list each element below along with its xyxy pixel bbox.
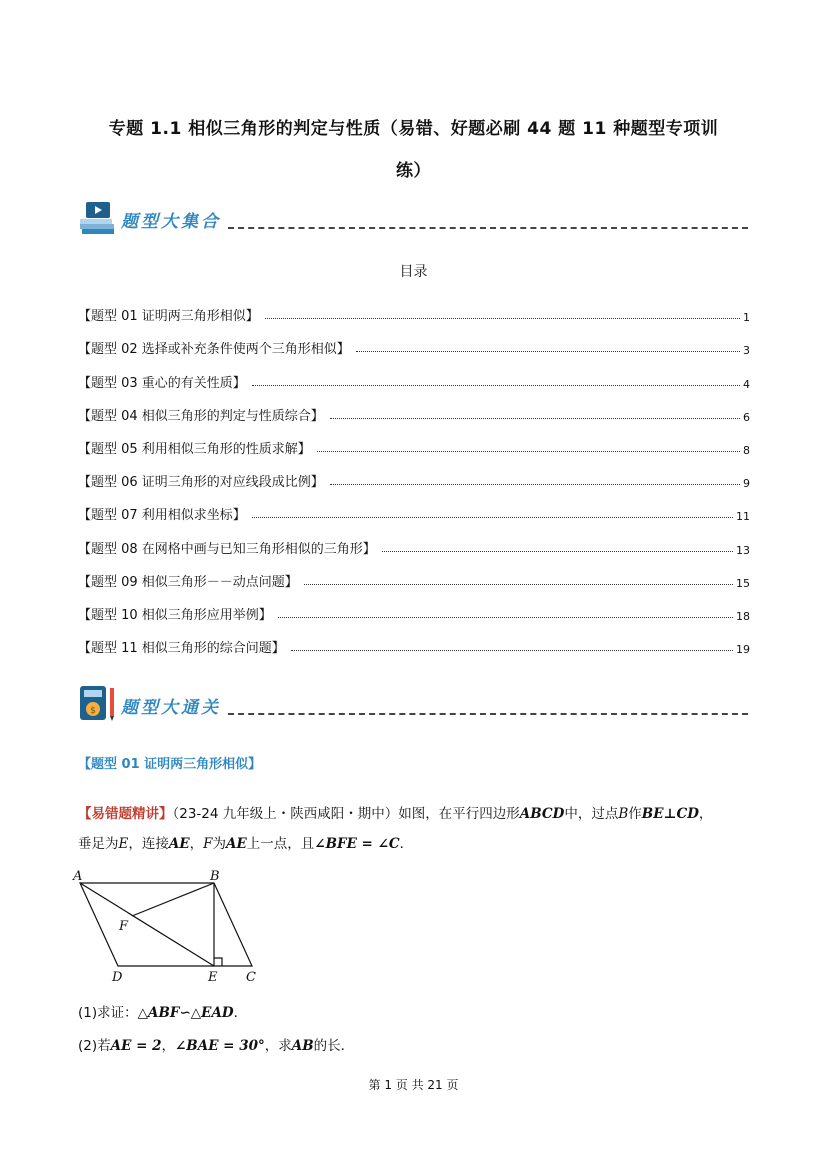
label-c: C — [246, 970, 256, 985]
toc-leader — [252, 517, 733, 518]
table-of-contents — [78, 291, 750, 656]
page-title-line1: 专题 1.1 相似三角形的判定与性质（易错、好题必刷 44 题 11 种题型专项训 — [108, 119, 719, 139]
math-angle-bae: ∠BAE = 30° — [175, 1038, 265, 1054]
toc-leader — [317, 451, 740, 452]
toc-item-label: 【题型 11 相似三角形的综合问题】 — [78, 641, 285, 657]
banner-title: 题型大集合 — [121, 212, 221, 232]
text: 的长． — [313, 1038, 355, 1054]
banner-divider — [228, 713, 748, 715]
toc-item-label: 【题型 01 证明两三角形相似】 — [78, 309, 259, 325]
toc-item[interactable] — [78, 291, 750, 324]
toc-item[interactable] — [78, 557, 750, 590]
parallelogram-figure — [72, 870, 272, 990]
math-ae: AE — [226, 836, 247, 852]
segment-ae — [80, 883, 214, 966]
toc-leader — [382, 551, 733, 552]
label-d: D — [112, 970, 123, 985]
toc-item[interactable] — [78, 623, 750, 656]
toc-item-page: 3 — [743, 344, 750, 358]
text: ． — [233, 1005, 248, 1021]
math-f: F — [203, 836, 213, 852]
toc-item[interactable] — [78, 490, 750, 523]
math-ae-value: AE = 2 — [110, 1038, 162, 1054]
calculator-icon — [78, 684, 122, 724]
text: ， — [161, 1038, 175, 1054]
toc-item[interactable] — [78, 324, 750, 357]
toc-item-page: 6 — [743, 410, 750, 424]
text: 上一点，且 — [246, 836, 315, 852]
math-similar: △ABF∽△EAD — [137, 1005, 234, 1021]
toc-item-label: 【题型 03 重心的有关性质】 — [78, 375, 246, 391]
text: (1)求证： — [78, 1005, 138, 1021]
toc-item[interactable] — [78, 391, 750, 424]
banner-divider — [228, 227, 748, 229]
toc-leader — [356, 351, 740, 352]
toc-item[interactable] — [78, 357, 750, 390]
toc-item-page: 8 — [743, 443, 750, 457]
toc-item-page: 4 — [743, 377, 750, 391]
toc-item-page: 13 — [736, 543, 750, 557]
toc-leader — [330, 484, 740, 485]
toc-item-label: 【题型 02 选择或补充条件使两个三角形相似】 — [78, 342, 350, 358]
text: ． — [399, 836, 414, 852]
label-e: E — [208, 970, 218, 985]
right-angle-mark — [214, 958, 222, 966]
math-angle-eq: ∠BFE = ∠C — [314, 836, 400, 852]
math-be-perp-cd: BE⊥CD — [641, 806, 699, 822]
problem-statement — [78, 799, 750, 859]
page-title-line2: 练） — [396, 161, 431, 181]
toc-item-page: 18 — [736, 609, 750, 623]
text: ，求 — [264, 1038, 292, 1054]
toc-item-label: 【题型 08 在网格中画与已知三角形相似的三角形】 — [78, 541, 376, 557]
toc-item-page: 9 — [743, 477, 750, 491]
text: 中，过点 — [564, 806, 619, 822]
banner-title: 题型大通关 — [121, 698, 221, 718]
banner-type-collection — [78, 198, 748, 238]
toc-heading: 目录 — [399, 264, 428, 280]
toc-item[interactable] — [78, 424, 750, 457]
toc-leader — [291, 650, 733, 651]
toc-item-page: 15 — [736, 576, 750, 590]
text: 作 — [628, 806, 642, 822]
section-title: 【题型 01 证明两三角形相似】 — [78, 757, 262, 772]
toc-leader — [278, 617, 733, 618]
banner-type-practice — [78, 684, 748, 724]
toc-item-label: 【题型 10 相似三角形应用举例】 — [78, 607, 272, 623]
label-a: A — [73, 870, 83, 884]
math-ab: AB — [291, 1038, 314, 1054]
question-1 — [78, 1001, 247, 1021]
text: 垂足为 — [78, 836, 119, 852]
toc-item-page: 1 — [743, 311, 750, 325]
math-e: E — [118, 836, 129, 852]
label-b: B — [210, 870, 220, 884]
toc-item-label: 【题型 06 证明三角形的对应线段成比例】 — [78, 475, 324, 491]
book-icon — [78, 198, 118, 238]
toc-item[interactable] — [78, 590, 750, 623]
toc-item[interactable] — [78, 457, 750, 490]
label-f: F — [119, 919, 129, 934]
problem-tag: 【易错题精讲】 — [78, 806, 173, 822]
toc-item-page: 19 — [736, 643, 750, 657]
text: (2)若 — [78, 1038, 111, 1054]
toc-leader — [265, 318, 740, 319]
toc-item-label: 【题型 05 利用相似三角形的性质求解】 — [78, 441, 311, 457]
text: ，连接 — [128, 836, 169, 852]
math-abcd: ABCD — [519, 806, 565, 822]
parallelogram-abcd — [80, 883, 252, 966]
toc-leader — [330, 418, 740, 419]
toc-item-label: 【题型 09 相似三角形－－动点问题】 — [78, 574, 298, 590]
toc-item-page: 11 — [736, 510, 750, 524]
toc-item-label: 【题型 04 相似三角形的判定与性质综合】 — [78, 408, 324, 424]
toc-leader — [252, 385, 740, 386]
text: 为 — [212, 836, 226, 852]
toc-leader — [304, 584, 733, 585]
toc-item[interactable] — [78, 523, 750, 556]
math-ae: AE — [168, 836, 190, 852]
text: ， — [189, 836, 204, 852]
question-2 — [78, 1034, 354, 1054]
segment-bf — [132, 883, 214, 916]
toc-item-label: 【题型 07 利用相似求坐标】 — [78, 508, 246, 524]
problem-source: （23-24 九年级上・陕西咸阳・期中）如图，在平行四边形 — [172, 806, 520, 822]
page-footer: 第 1 页 共 21 页 — [368, 1078, 459, 1092]
math-b: B — [618, 806, 629, 822]
text: ， — [698, 806, 713, 822]
svg-text:$: $ — [90, 706, 96, 716]
